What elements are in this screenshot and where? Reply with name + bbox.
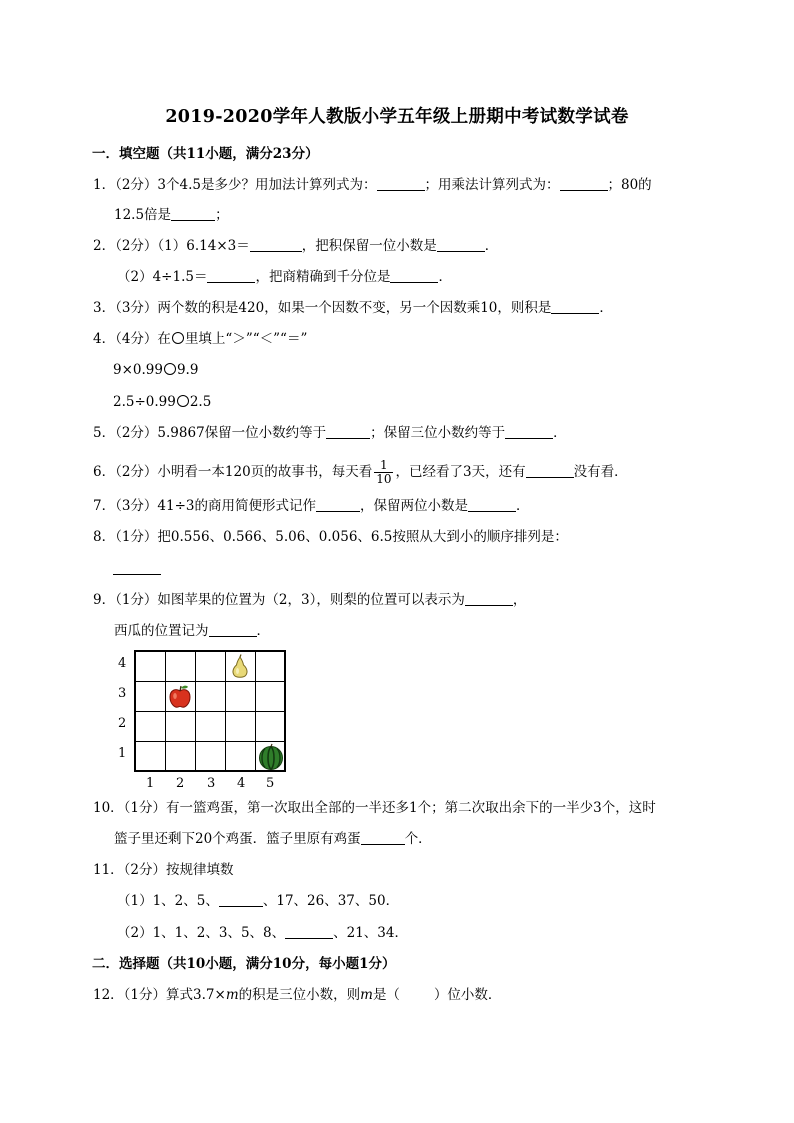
q12-text-a: 12．（1分）算式3.7×: [93, 987, 226, 1003]
answer-blank[interactable]: [113, 560, 161, 575]
q12-text-b: 的积是三位小数，则: [238, 987, 361, 1003]
q11-seq2-b: 、21、34．: [333, 925, 408, 941]
answer-blank[interactable]: [390, 268, 438, 283]
question-12: [93, 986, 501, 1004]
compare-circle-input[interactable]: [177, 395, 189, 407]
q5-text-a: 5．（2分）5.9867保留一位小数约等于: [93, 425, 327, 441]
fraction-denominator: 10: [376, 472, 392, 486]
question-11-sequence-1: [117, 892, 399, 910]
question-2-line-2: [117, 268, 452, 286]
question-4: [93, 330, 307, 348]
answer-blank[interactable]: [465, 591, 513, 606]
answer-blank[interactable]: [285, 924, 333, 939]
q11-seq2-a: （2）1、1、2、3、5、8、: [117, 925, 286, 941]
q9-text-d: ．: [256, 623, 270, 639]
q1-text-b: ；用乘法计算列式为：: [424, 177, 560, 193]
y-axis-label: 4: [118, 656, 127, 671]
question-11: [93, 861, 234, 879]
q11-seq1-b: 、17、26、37、50．: [262, 893, 400, 909]
q11-seq1-a: （1）1、2、5、: [117, 893, 219, 909]
compare-circle-input[interactable]: [164, 363, 176, 375]
q9-text-b: ，: [512, 592, 527, 608]
watermelon-icon: [257, 743, 285, 771]
q1-text-c: ；80的: [607, 177, 652, 193]
q5-text-c: ．: [553, 425, 567, 441]
y-axis-label: 2: [118, 716, 127, 731]
answer-blank[interactable]: [526, 463, 574, 478]
question-10-line-1: [93, 799, 656, 817]
grid: [134, 650, 286, 772]
q4-expr1-left: 9×0.99: [113, 362, 163, 378]
y-axis-label: 1: [118, 746, 127, 761]
q6-text-b: ，已经看了3天，还有: [395, 464, 526, 480]
q9-text-c: 西瓜的位置记为: [114, 623, 209, 639]
question-5: [93, 424, 567, 442]
answer-blank[interactable]: [377, 176, 425, 191]
pear-icon: [228, 654, 252, 680]
q2-text-f: ．: [438, 269, 452, 285]
answer-blank[interactable]: [505, 424, 553, 439]
q4-text-b: 里填上“＞”“＜”“＝”: [184, 331, 308, 347]
question-8-answer-line: [113, 560, 161, 578]
variable-m: m: [360, 987, 373, 1003]
question-11-sequence-2: [117, 924, 408, 942]
x-axis-label: 3: [207, 776, 216, 791]
q3-text-b: ．: [599, 300, 613, 316]
q10-text-b: 篮子里还剩下20个鸡蛋．篮子里原有鸡蛋: [114, 831, 361, 847]
answer-blank[interactable]: [437, 237, 485, 252]
answer-blank[interactable]: [560, 176, 608, 191]
page-title: 2019-2020学年人教版小学五年级上册期中考试数学试卷: [165, 107, 629, 127]
q7-text-a: 7．（3分）41÷3的商用简便形式记作: [93, 498, 317, 514]
question-2-line-1: [93, 237, 498, 255]
q12-text-d: ）位小数．: [433, 987, 502, 1003]
x-axis-label: 1: [146, 776, 155, 791]
q2-text-b: ，把积保留一位小数是: [301, 238, 437, 254]
answer-blank[interactable]: [209, 622, 257, 637]
section-1-heading: 一．填空题（共11小题，满分23分）: [92, 146, 319, 162]
question-6: [93, 459, 628, 486]
question-9-line-1: [93, 591, 526, 609]
q5-text-b: ；保留三位小数约等于: [370, 425, 506, 441]
q2-text-a: 2．（2分）（1）6.14×3＝: [93, 238, 250, 254]
q2-text-c: ．: [484, 238, 499, 254]
q6-text-c: 没有看．: [573, 464, 628, 480]
fraction-numerator: 1: [374, 459, 393, 473]
q1-text-d: 12.5倍是: [114, 207, 172, 223]
y-axis-label: 3: [118, 686, 127, 701]
q1-text-a: 1．（2分）3个4.5是多少？用加法计算列式为：: [93, 177, 377, 193]
q10-text-c: 个．: [404, 831, 432, 847]
q2-text-d: （2）4÷1.5＝: [117, 269, 208, 285]
circle-icon: [172, 332, 184, 344]
x-axis-label: 4: [237, 776, 246, 791]
answer-blank[interactable]: [551, 299, 599, 314]
question-7: [93, 497, 530, 515]
question-4-expression-1: [113, 361, 198, 379]
q4-expr2-right: 2.5: [189, 394, 212, 410]
q1-text-e: ；: [215, 207, 229, 223]
apple-icon: [167, 684, 193, 710]
answer-blank[interactable]: [468, 497, 516, 512]
grid-line: [136, 681, 284, 682]
answer-blank[interactable]: [219, 892, 263, 907]
fraction: [374, 459, 393, 486]
answer-blank[interactable]: [316, 497, 360, 512]
answer-blank[interactable]: [171, 206, 215, 221]
question-8: [93, 528, 568, 546]
x-axis-label: 2: [176, 776, 185, 791]
q6-text-a: 6．（2分）小明看一本120页的故事书，每天看: [93, 464, 373, 480]
q10-text-a: 10．（1分）有一篮鸡蛋，第一次取出全部的一半还多1个；第二次取出余下的一半少3个，这时: [93, 800, 656, 816]
q7-text-b: ，保留两位小数是: [360, 498, 469, 514]
q7-text-c: ．: [516, 498, 530, 514]
answer-blank[interactable]: [250, 237, 302, 252]
q8-text-a: 8．（1分）把0.556、0.566、5.06、0.056、6.5按照从大到小的顺序排列是：: [93, 529, 568, 545]
q4-expr2-left: 2.5÷0.99: [113, 394, 176, 410]
grid-line: [136, 741, 284, 742]
grid-line: [136, 711, 284, 712]
variable-m: m: [225, 987, 239, 1003]
answer-blank[interactable]: [361, 830, 405, 845]
q4-text-a: 4．（4分）在: [93, 331, 171, 347]
q11-text-a: 11．（2分）按规律填数: [93, 862, 234, 878]
q12-text-c: 是（: [372, 987, 400, 1003]
question-10-line-2: [114, 830, 432, 848]
q2-text-e: ，把商精确到千分位是: [255, 269, 391, 285]
section-2-heading: 二．选择题（共10小题，满分10分，每小题1分）: [92, 956, 396, 972]
q4-expr1-right: 9.9: [176, 362, 199, 378]
x-axis-label: 5: [266, 776, 275, 791]
answer-blank[interactable]: [207, 268, 255, 283]
q9-text-a: 9．（1分）如图苹果的位置为（2，3），则梨的位置可以表示为: [93, 592, 465, 608]
question-4-expression-2: [113, 393, 211, 411]
answer-blank[interactable]: [326, 424, 370, 439]
question-1-line-2: [114, 206, 229, 224]
question-9-line-2: [114, 622, 270, 640]
question-3: [93, 299, 613, 317]
q3-text-a: 3．（3分）两个数的积是420，如果一个因数不变，另一个因数乘10，则积是: [93, 300, 552, 316]
question-1-line-1: [93, 176, 652, 194]
